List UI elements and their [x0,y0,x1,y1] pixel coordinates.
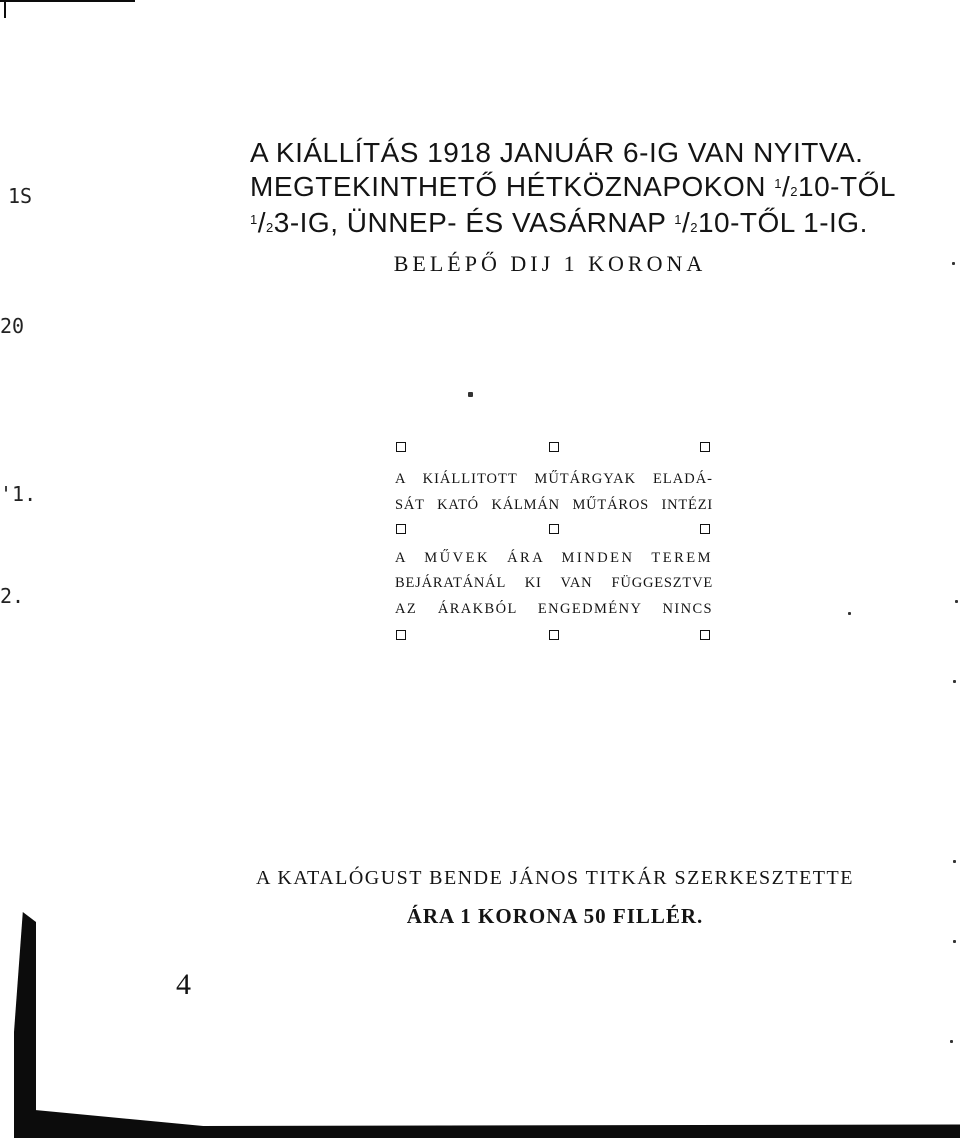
square-ornament [549,524,559,534]
scan-speck [468,392,473,397]
scan-speck [848,612,851,615]
scan-edge-left-bar [14,912,36,1112]
margin-mark: 2. [0,584,25,608]
square-ornament [700,524,710,534]
scan-speck [953,680,956,683]
sale-notice-line-2: SÁT KATÓ KÁLMÁN MŰTÁROS INTÉZI [395,497,713,513]
entry-fee: BELÉPŐ DIJ 1 KORONA [393,251,707,276]
scan-speck [953,860,956,863]
price-notice-line-1: A MŰVEK ÁRA MINDEN TEREM [395,550,713,566]
opening-line-2: MEGTEKINTHETŐ HÉTKÖZNAPOKON $^1$/210-TŐL [250,171,896,202]
sale-notice-line-1: A KIÁLLITOTT MŰTÁRGYAK ELADÁ- [395,471,713,487]
fraction-denominator: 2 [266,220,274,235]
square-ornament [396,630,406,640]
scan-speck [950,1040,953,1043]
catalog-editor: A KATALÓGUST BENDE JÁNOS TITKÁR SZERKESZTETTE [256,867,854,889]
price-notice-line-2: BEJÁRATÁNÁL KI VAN FÜGGESZTVE [395,575,713,591]
square-ornament [396,442,406,452]
opening-text: MEGTEKINTHETŐ HÉTKÖZNAPOKON [250,171,775,202]
scan-edge-bottom [14,1108,960,1138]
opening-text: A KIÁLLÍTÁS 1918 JANUÁR 6-IG VAN NYITVA. [250,137,864,168]
margin-mark: 1S [8,184,33,208]
margin-mark: 20 [0,314,25,338]
scan-edge-top [0,0,135,2]
square-ornament [396,524,406,534]
opening-text: 3-IG, ÜNNEP- ÉS VASÁRNAP [273,207,675,238]
fraction-numerator: 1 [674,212,682,227]
square-ornament [549,630,559,640]
opening-line-3: $^1$/23-IG, ÜNNEP- ÉS VASÁRNAP $^1$/210-TŐL 1-IG. [250,207,868,238]
opening-line-1 [250,136,863,170]
fraction-denominator: 2 [690,220,698,235]
price-notice-line-3: AZ ÁRAKBÓL ENGEDMÉNY NINCS [395,601,713,617]
square-ornament [700,630,710,640]
opening-text: 10-TŐL [798,171,896,202]
scan-edge-top-left [4,0,6,18]
fraction-denominator: 2 [790,184,799,199]
catalog-price: ÁRA 1 KORONA 50 FILLÉR. [406,904,704,928]
scan-speck [953,940,956,943]
scan-speck [952,262,955,265]
square-ornament [700,442,710,452]
margin-mark: '1. [0,482,37,506]
fraction-numerator: 1 [774,176,782,191]
scan-speck [955,600,958,603]
opening-text: 10-TŐL 1-IG. [697,207,868,238]
fraction-numerator: 1 [250,212,258,227]
square-ornament [549,442,559,452]
page-number: 4 [176,968,191,1001]
